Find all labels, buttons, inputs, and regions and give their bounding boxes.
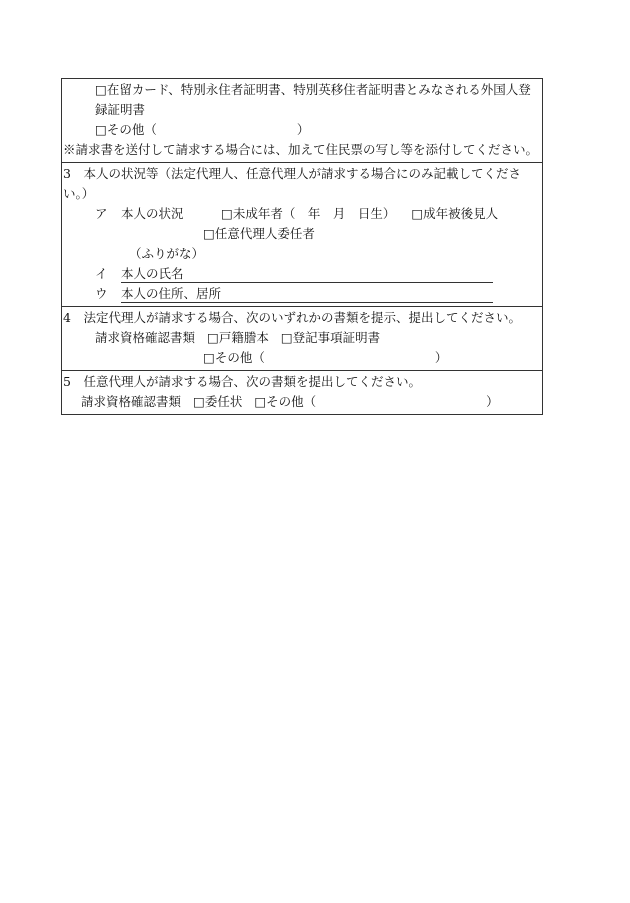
checkbox-icon[interactable] [254, 394, 266, 409]
address-label: 本人の住所、居所 [121, 286, 222, 301]
legal-other-close: ） [434, 350, 448, 365]
address-row [63, 284, 540, 304]
checkbox-icon[interactable] [95, 82, 107, 97]
residence-card-label: 在留カード、特別永住者証明書、特別英移住者証明書とみなされる外国人登録証明書 [95, 82, 531, 117]
person-status-row [63, 204, 540, 224]
legal-other-row [63, 348, 540, 368]
section-4 [62, 306, 542, 370]
section-3-heading: 3 本人の状況等（法定代理人、任意代理人が請求する場合にのみ記載してください。） [63, 166, 521, 201]
identity-docs-section [62, 79, 542, 162]
name-row [63, 264, 540, 284]
legal-docs-row [63, 328, 540, 348]
checkbox-icon[interactable] [95, 122, 107, 137]
legal-docs-label: 請求資格確認書類 [95, 330, 196, 345]
residence-card-option[interactable] [63, 80, 540, 120]
minor-option: 未成年者（ 年 月 日生） [232, 206, 396, 221]
furigana-label: （ふりがな） [129, 246, 205, 261]
checkbox-icon[interactable] [281, 330, 293, 345]
voluntary-docs-label: 請求資格確認書類 [81, 394, 182, 409]
marker-i: イ [95, 266, 108, 281]
name-field[interactable] [121, 266, 493, 283]
checkbox-icon[interactable] [193, 394, 205, 409]
marker-a: ア [95, 206, 108, 221]
section-5 [62, 370, 542, 414]
power-of-attorney-option: 委任状 [204, 394, 243, 409]
other-doc-label: その他（ [106, 122, 157, 137]
registry-option: 登記事項証明書 [292, 330, 381, 345]
person-status-label: 本人の状況 [121, 206, 184, 221]
name-label: 本人の氏名 [121, 266, 184, 281]
checkbox-icon[interactable] [411, 206, 423, 221]
other-doc-close: ） [296, 122, 310, 137]
adult-ward-option: 成年被後見人 [423, 206, 499, 221]
address-field[interactable] [121, 286, 493, 303]
delegator-row [63, 224, 540, 244]
mail-request-note: ※請求書を送付して請求する場合には、加えて住民票の写し等を添付してください。 [63, 142, 539, 157]
other-doc-option[interactable] [63, 120, 540, 140]
voluntary-other-close: ） [486, 394, 499, 409]
checkbox-icon[interactable] [203, 350, 215, 365]
checkbox-icon[interactable] [203, 226, 215, 241]
section-5-heading: 5 任意代理人が請求する場合、次の書類を提出してください。 [63, 374, 421, 389]
legal-other-label: その他（ [214, 350, 265, 365]
delegator-option: 任意代理人委任者 [214, 226, 315, 241]
section-4-heading: 4 法定代理人が請求する場合、次のいずれかの書類を提示、提出してください。 [63, 310, 521, 325]
request-form-table [61, 78, 543, 415]
checkbox-icon[interactable] [221, 206, 233, 221]
voluntary-docs-row [63, 392, 540, 412]
koseki-option: 戸籍謄本 [218, 330, 269, 345]
checkbox-icon[interactable] [207, 330, 219, 345]
marker-u: ウ [95, 286, 108, 301]
section-3 [62, 162, 542, 306]
voluntary-other-label: その他（ [266, 394, 317, 409]
